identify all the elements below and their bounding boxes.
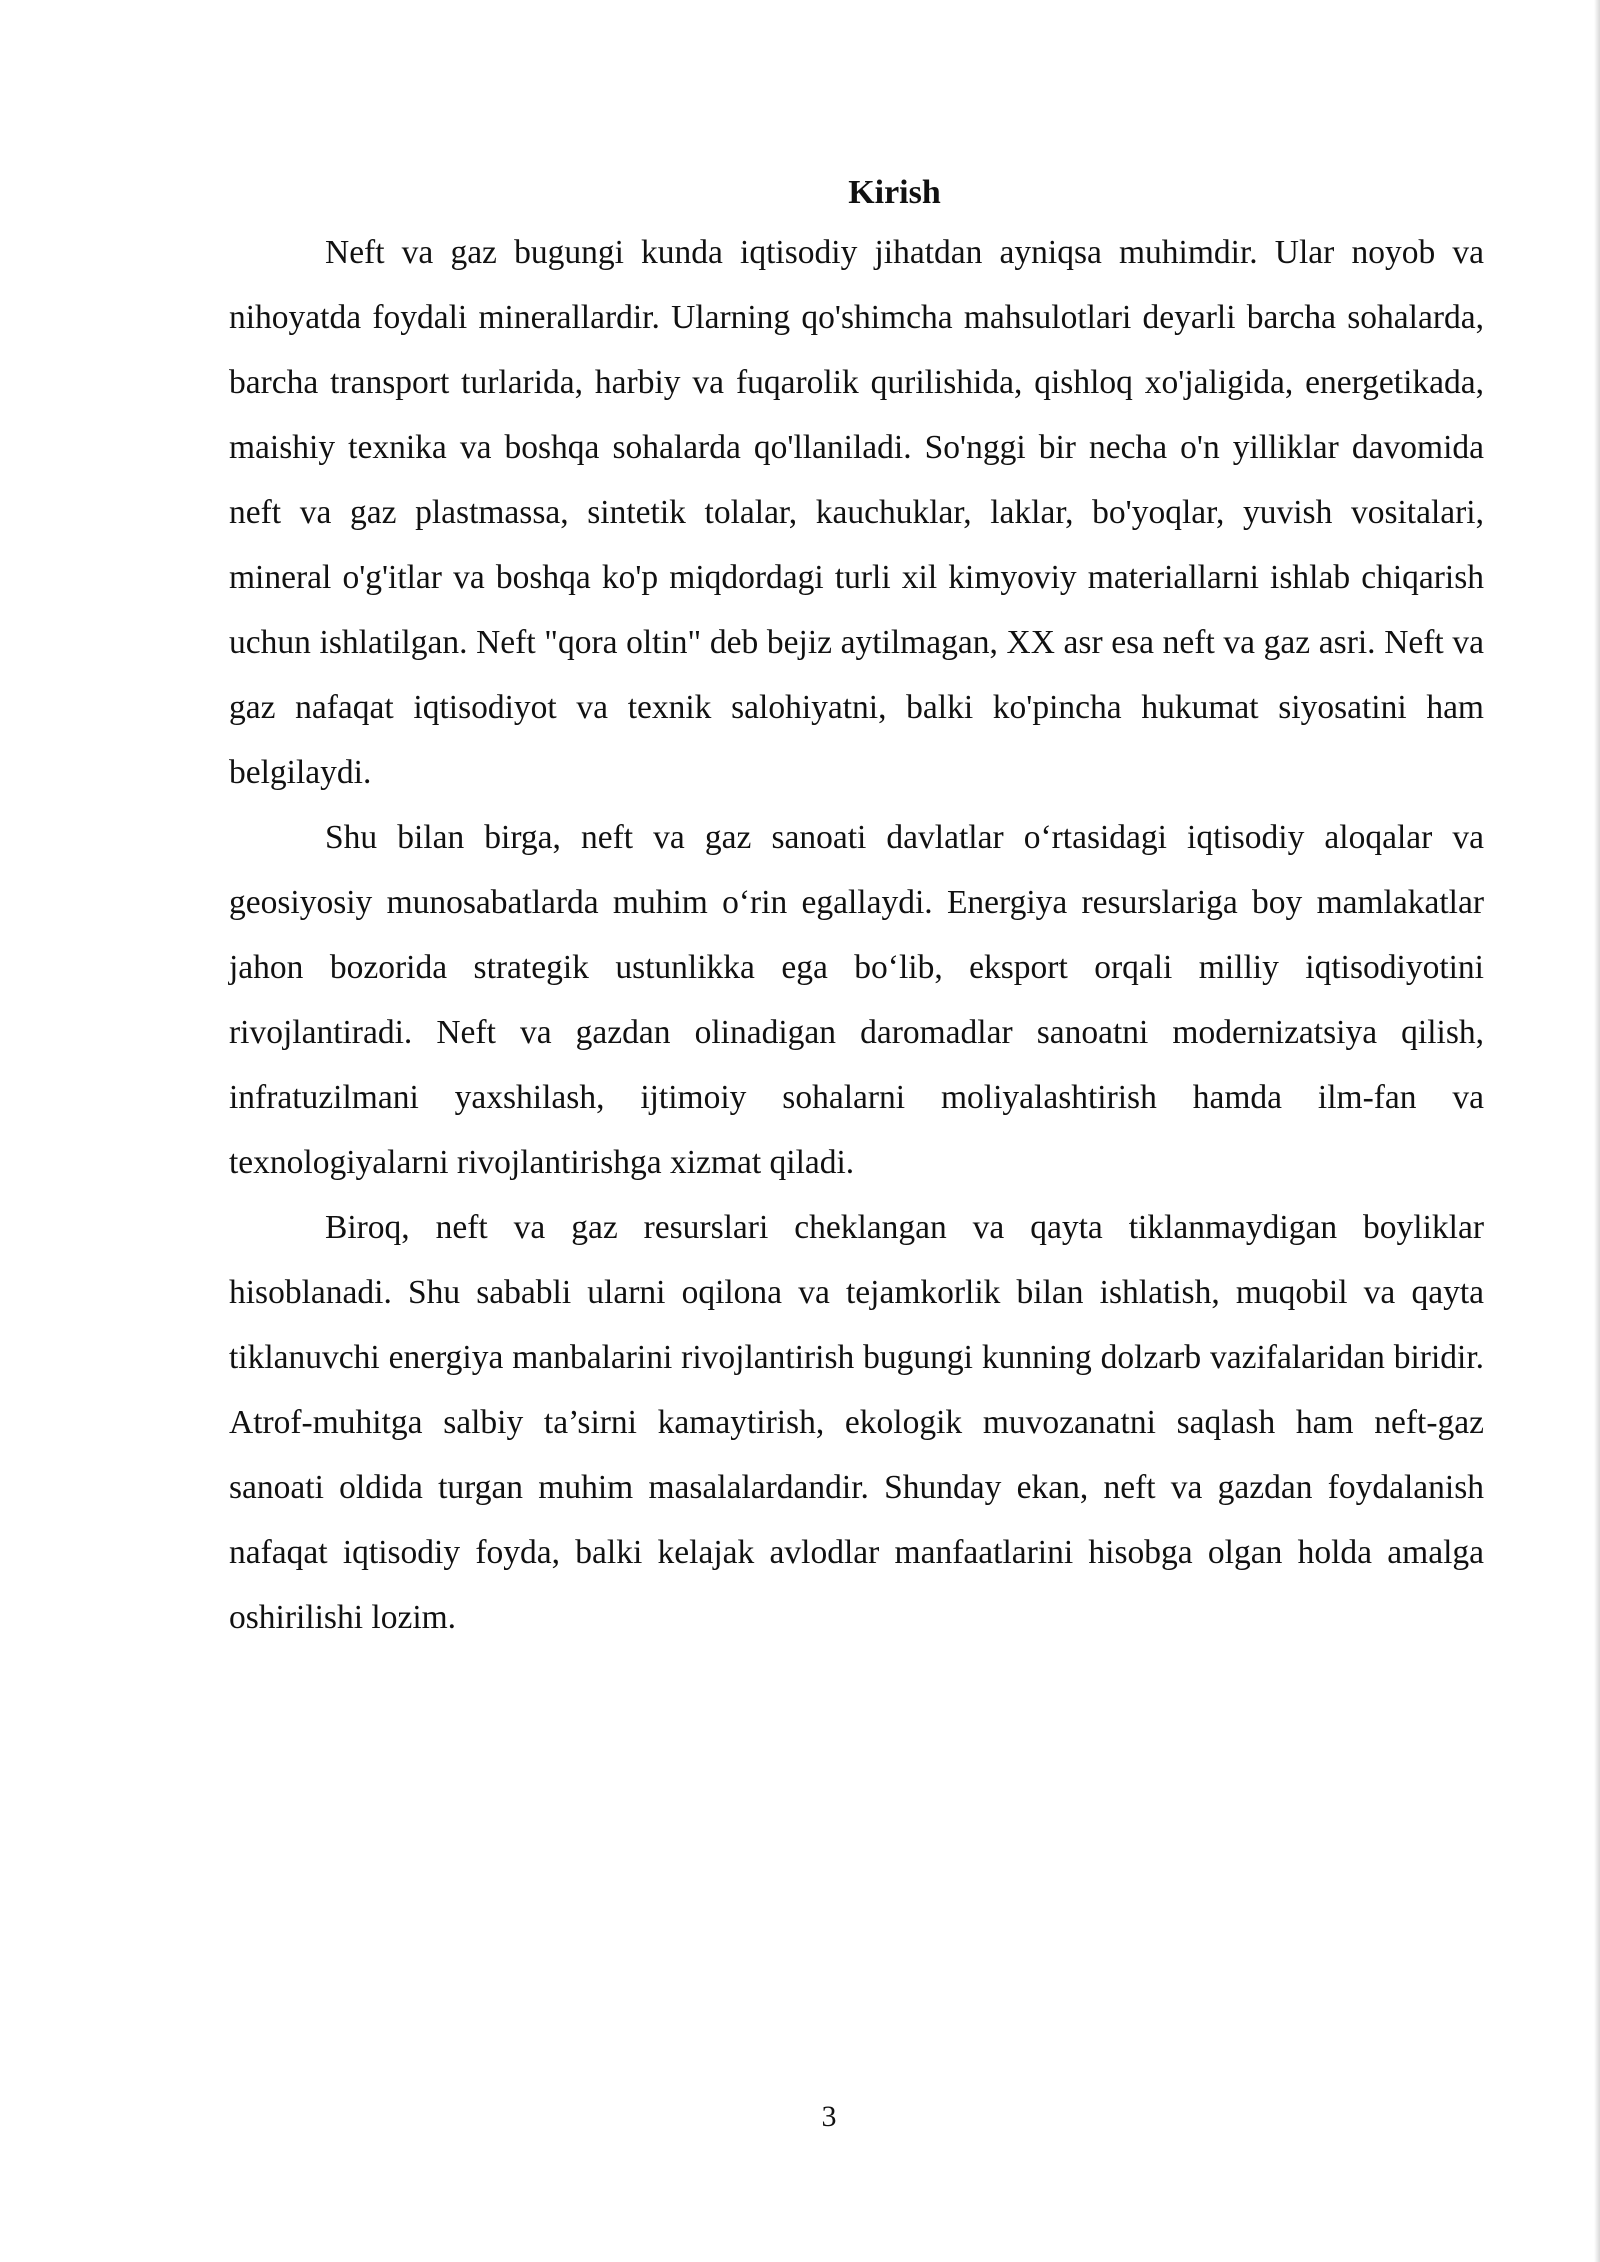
paragraph-1: Neft va gaz bugungi kunda iqtisodiy jihatdan ayniqsa muhimdir. Ular noyob va nihoyatda foydali minerallardir. Ularning qo'shimcha mahsulotlari deyarli barcha sohalarda, barcha transport turlarida, harbiy va fuqarolik qurilishida, qishloq xo'jaligida, energetikada, maishiy texnika va boshqa sohalarda qo'llaniladi. So'nggi bir necha o'n yilliklar davomida neft va gaz plastmassa, sintetik tolalar, kauchuklar, laklar, bo'yoqlar, yuvish vositalari, mineral o'g'itlar va boshqa ko'p miqdordagi turli xil kimyoviy materiallarni ishlab chiqarish uchun ishlatilgan. Neft "qora oltin" deb bejiz aytilmagan, XX asr esa neft va gaz asri. Neft va gaz nafaqat iqtisodiyot va texnik salohiyatni, balki ko'pincha hukumat siyosatini ham belgilaydi.	[229, 234, 1484, 791]
paragraph-3: Biroq, neft va gaz resurslari cheklangan va qayta tiklanmaydigan boyliklar hisoblanadi. Shu sababli ularni oqilona va tejamkorlik bilan ishlatish, muqobil va qayta tiklanuvchi energiya manbalarini rivojlantirish bugungi kunning dolzarb vazifalaridan biridir. Atrof-muhitga salbiy ta’sirni kamaytirish, ekologik muvozanatni saqlash ham neft-gaz sanoati oldida turgan muhim masalalardandir. Shunday ekan, neft va gazdan foydalanish nafaqat iqtisodiy foyda, balki kelajak avlodlar manfaatlarini hisobga olgan holda amalga oshirilishi lozim.	[229, 1209, 1484, 1636]
page-edge-shadow	[1594, 0, 1600, 2262]
page-content	[229, 165, 1484, 1650]
page-number: 3	[821, 2100, 837, 2133]
section-title: Kirish	[848, 174, 941, 211]
paragraph-2: Shu bilan birga, neft va gaz sanoati davlatlar o‘rtasidagi iqtisodiy aloqalar va geosiyosiy munosabatlarda muhim o‘rin egallaydi. Energiya resurslariga boy mamlakatlar jahon bozorida strategik ustunlikka ega bo‘lib, eksport orqali milliy iqtisodiyotini rivojlantiradi. Neft va gazdan olinadigan daromadlar sanoatni modernizatsiya qilish, infratuzilmani yaxshilash, ijtimoiy sohalarni moliyalashtirish hamda ilm-fan va texnologiyalarni rivojlantirishga xizmat qiladi.	[229, 819, 1484, 1181]
